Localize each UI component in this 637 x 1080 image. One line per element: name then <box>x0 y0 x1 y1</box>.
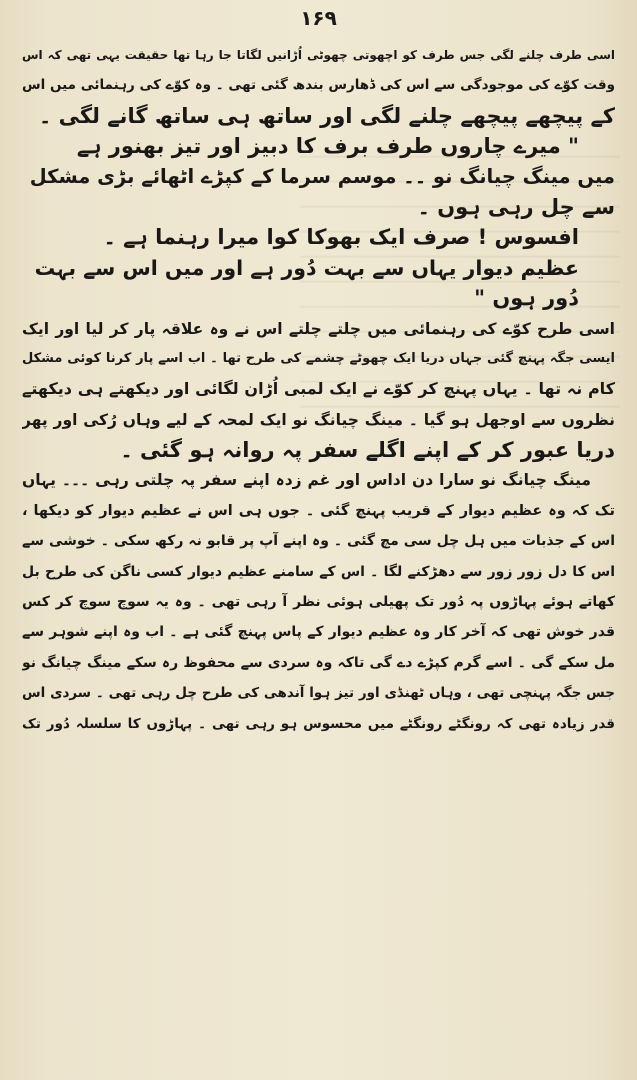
text-line: دُور ہوں " <box>474 286 579 311</box>
text-line: نظروں سے اوجھل ہو گیا ۔ مینگ چیانگ نو ایک لمحہ کے لیے وہاں رُکی اور پھر <box>22 410 615 429</box>
text-line: وقت کوّے کی موجودگی سے اس کی ڈھارس بندھ گئی تھی ۔ وہ کوّے کی رہنمائی میں اس <box>22 77 615 94</box>
text-line: اسی طرف چلنے لگی جس طرف کو اچھوتی چھوٹی اُڑانیں لگاتا جا رہا تھا حقیقت یہی تھی کہ اس <box>22 48 615 62</box>
text-line: کام نہ تھا ۔ یہاں پہنچ کر کوّے نے ایک لمبی اُڑان لگائی اور دیکھتے ہی دیکھتے <box>22 379 615 399</box>
text-line: اسی طرح کوّے کی رہنمائی میں چلتے چلتے اس نے وہ علاقہ پار کر لیا اور ایک <box>22 319 615 338</box>
text-line: افسوس ! صرف ایک بھوکا کوا میرا رہنما ہے ۔ <box>103 225 579 250</box>
page-number: ۱۶۹ <box>300 6 337 30</box>
text-line: " میرے چاروں طرف برف کا دبیز اور تیز بھنور ہے <box>76 134 579 159</box>
text-line: قدر زیادہ تھی کہ رونگٹے رونگٹے میں محسوس ہو رہی تھی ۔ پہاڑوں کا سلسلہ دُور تک <box>22 715 615 732</box>
text-line: کے پیچھے پیچھے چلنے لگی اور ساتھ ہی ساتھ گانے لگی ۔ <box>38 103 615 128</box>
text-line: سے چل رہی ہوں ۔ <box>417 194 615 219</box>
text-line: ایسی جگہ پہنچ گئی جہاں دریا ایک چھوٹے چشمے کی طرح تھا ۔ اب اسے پار کرنا کوئی مشکل <box>22 350 615 366</box>
text-line: اس کا دل زور زور سے دھڑکنے لگا ۔ اس کے سامنے عظیم دیوار کسی ناگن کی طرح بل <box>22 563 615 580</box>
text-line: قدر خوش تھی کہ آخر کار وہ عظیم دیوار کے پاس پہنچ گئی ہے ۔ اب وہ اپنے شوہر سے <box>22 624 615 641</box>
text-line: عظیم دیوار یہاں سے بہت دُور ہے اور میں اس سے بہت <box>34 255 579 280</box>
body-text <box>22 40 615 739</box>
text-line: مل سکے گی ۔ اسے گرم کپڑے دے گی تاکہ وہ سردی سے محفوظ رہ سکے مینگ چیانگ نو <box>22 654 615 671</box>
text-line: دریا عبور کر کے اپنے اگلے سفر پہ روانہ ہو گئی ۔ <box>120 438 615 463</box>
text-line: میں مینگ چیانگ نو ۔۔ موسم سرما کے کپڑے اٹھائے بڑی مشکل <box>29 164 615 188</box>
text-line: تک کہ وہ عظیم دیوار کے قریب پہنچ گئی ۔ جوں ہی اس نے عظیم دیوار کو دیکھا ، <box>22 502 615 519</box>
text-line: کھاتے ہوئے پہاڑوں پہ دُور تک پھیلی ہوئی نظر آ رہی تھی ۔ وہ یہ سوچ سوچ کر کس <box>22 594 615 611</box>
text-line: جس جگہ پہنچی تھی ، وہاں ٹھنڈی اور تیز ہوا آندھی کی طرح چل رہی تھی ۔ سردی اس <box>22 685 615 702</box>
text-line: مینگ چیانگ نو سارا دن اداس اور غم زدہ اپنے سفر پہ چلتی رہی ۔۔۔ یہاں <box>22 471 591 490</box>
text-line: اس کے جذبات میں ہل چل سی مچ گئی ۔ وہ اپنے آپ پر قابو نہ رکھ سکی ۔ خوشی سے <box>22 533 615 550</box>
